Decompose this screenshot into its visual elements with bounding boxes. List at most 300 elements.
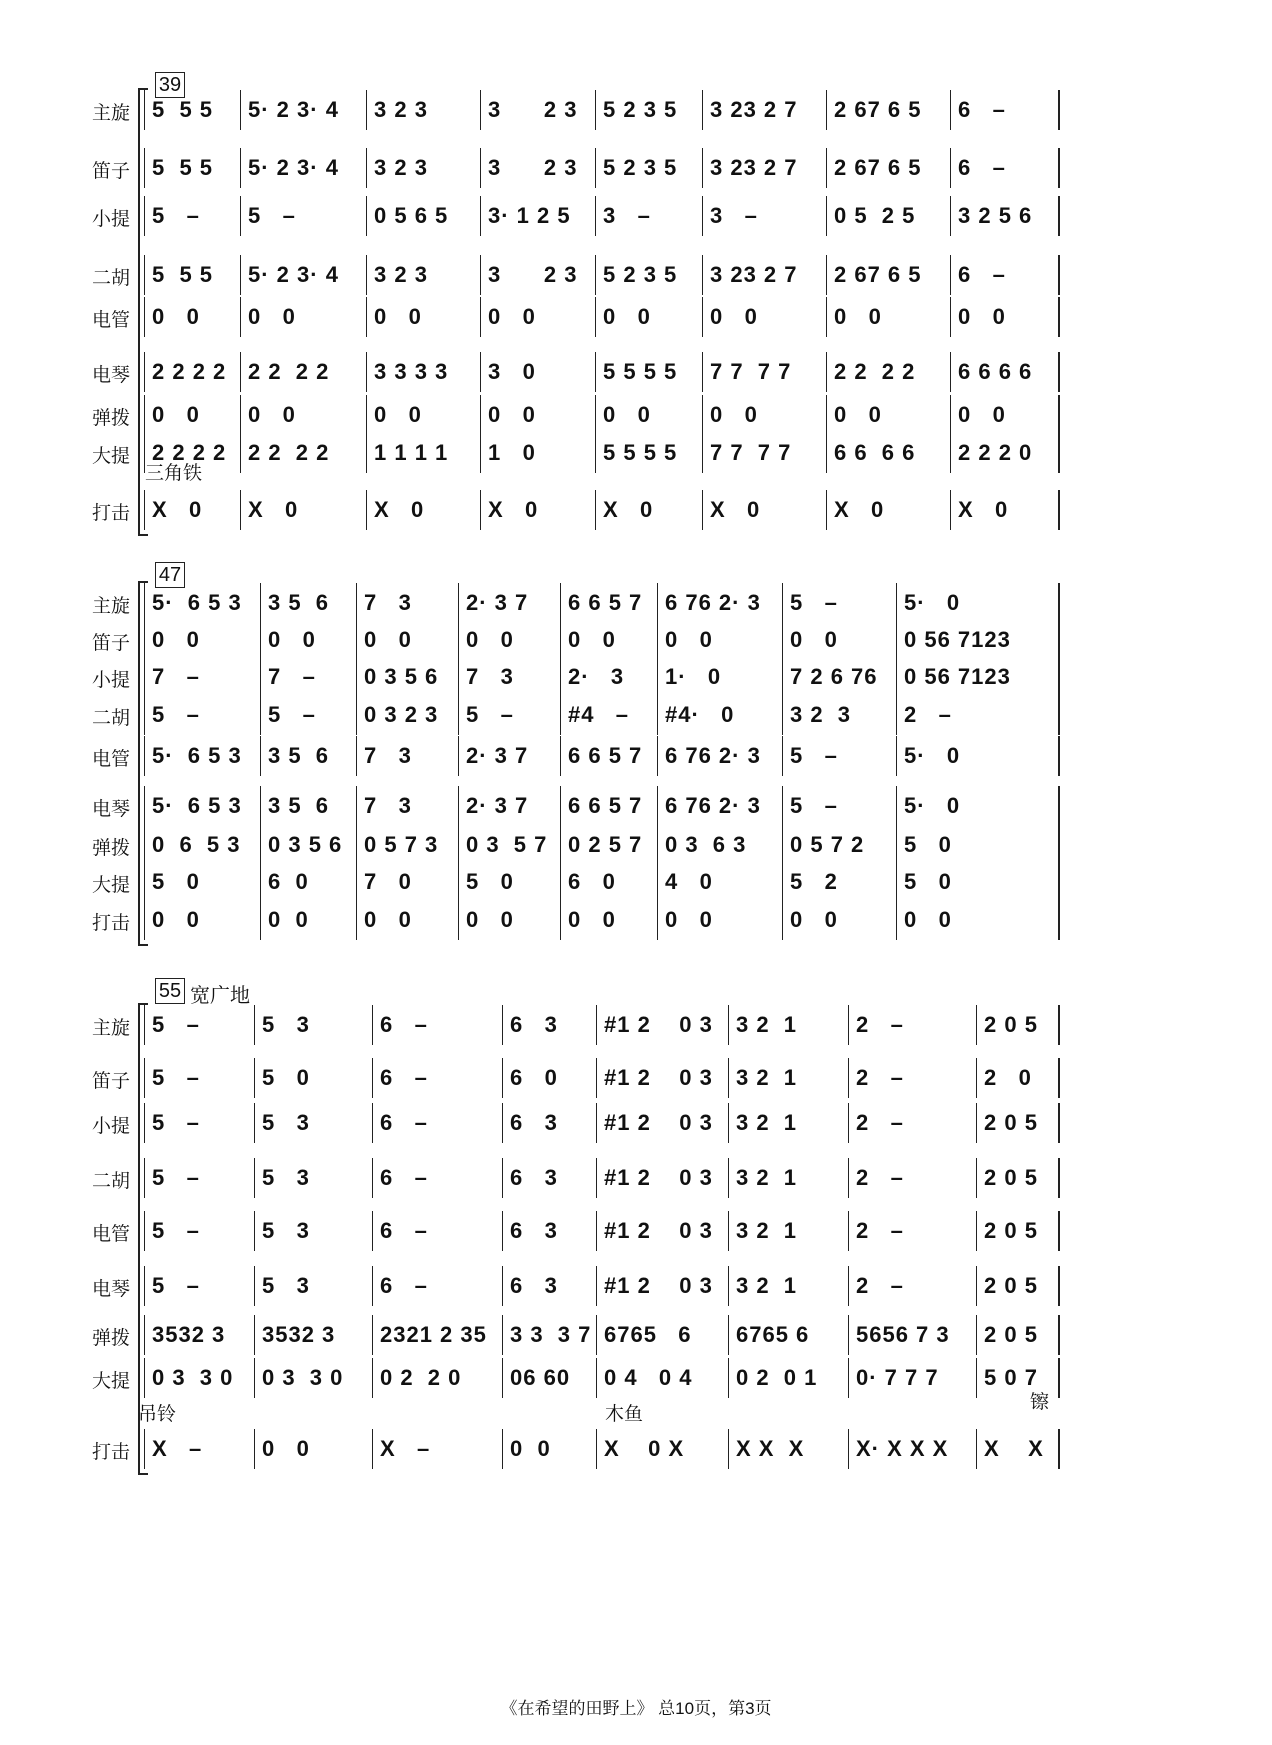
measure: 0 3 5 7 [466,832,548,857]
measure: 6 – [958,262,1006,287]
measure: 2 – [856,1012,904,1037]
measure: 2 – [856,1273,904,1298]
barline [254,1058,255,1098]
barline [848,1211,849,1251]
instrument-name: 二胡 [92,1171,131,1192]
barline [144,1315,145,1355]
barline [458,620,459,660]
barline [144,1158,145,1198]
barline [657,583,658,623]
measure: 0 3 5 6 [364,664,439,689]
barline [480,148,481,188]
measure: #1 2 0 3 [604,1273,713,1298]
instrument-name: 小提 [92,1116,131,1137]
barline [254,1211,255,1251]
measure: 0 0 [510,1436,551,1461]
barline [356,825,357,865]
barline [950,490,951,530]
measure: 5 3 [262,1273,310,1298]
measure: 0 0 [152,627,200,652]
barline [950,297,951,337]
measure: 6 – [958,155,1006,180]
measure: 4 0 [665,869,713,894]
measure: X· X X X [856,1436,949,1461]
measure: 3 2 1 [736,1218,798,1243]
barline [782,825,783,865]
instrument-name: 打击 [92,503,131,524]
barline [1058,1315,1060,1355]
measure: 2 0 5 [984,1322,1038,1347]
barline [356,786,357,826]
rehearsal-number: 47 [155,562,185,588]
page-footer: 《在希望的田野上》 总10页，第3页 [500,1699,772,1718]
measure: 6 3 [510,1110,558,1135]
barline [366,255,367,295]
percussion-instrument-label: 木鱼 [605,1404,644,1425]
barline [458,786,459,826]
barline [144,297,145,337]
barline [657,825,658,865]
measure: 0 0 [268,627,316,652]
measure: 5 2 3 5 [603,97,678,122]
barline [596,1058,597,1098]
barline [976,1358,977,1398]
barline [826,148,827,188]
barline [702,148,703,188]
barline [782,900,783,940]
barline [826,395,827,435]
measure: 0 0 [374,402,422,427]
barline [848,1103,849,1143]
measure: 6 – [380,1218,428,1243]
measure: 2 0 5 [984,1165,1038,1190]
barline [1058,583,1060,623]
staff-6 [0,395,1272,435]
barline [702,255,703,295]
staff-1 [0,148,1272,188]
measure: 1 0 [488,440,536,465]
barline [782,583,783,623]
staff-7 [0,1358,1272,1398]
barline [260,825,261,865]
measure: 0 0 [248,402,296,427]
measure: 5 – [466,702,514,727]
measure: 0 0 [834,304,882,329]
barline [782,657,783,697]
measure: 5· 2 3· 4 [248,262,339,287]
barline [254,1266,255,1306]
measure: 3 2 3 [488,97,578,122]
measure: 5 – [248,203,296,228]
barline [502,1058,503,1098]
staff-4 [0,1211,1272,1251]
measure: 6 – [958,97,1006,122]
barline [254,1005,255,1045]
barline [826,90,827,130]
measure: 0 0 [790,907,838,932]
measure: 5 2 3 5 [603,262,678,287]
measure: 6765 6 [604,1322,692,1347]
barline [595,297,596,337]
barline [782,620,783,660]
barline [657,736,658,776]
barline [950,352,951,392]
barline [896,736,897,776]
barline [702,90,703,130]
barline [480,90,481,130]
barline [372,1315,373,1355]
barline [848,1005,849,1045]
instrument-name: 电管 [92,310,131,331]
measure: 5 3 [262,1110,310,1135]
barline [782,786,783,826]
barline [1058,1058,1060,1098]
barline [657,786,658,826]
measure: X 0 [152,497,203,522]
measure: 3 2 3 [374,155,428,180]
measure: 7 – [152,664,200,689]
barline [728,1315,729,1355]
measure: 2 0 5 [984,1110,1038,1135]
measure: 2 2 2 2 [152,440,227,465]
measure: 6 76 2· 3 [665,590,761,615]
measure: 0 0 [568,627,616,652]
measure: 2 2 2 2 [834,359,916,384]
measure: 6 – [380,1165,428,1190]
measure: 6 – [380,1012,428,1037]
barline [502,1211,503,1251]
measure: 1 1 1 1 [374,440,449,465]
measure: 5 – [152,1065,200,1090]
barline [728,1429,729,1469]
measure: 0 2 2 0 [380,1365,462,1390]
measure: 7 7 7 7 [710,440,792,465]
staff-3 [0,695,1272,735]
measure: 2321 2 35 [380,1322,487,1347]
measure: #4 – [568,702,630,727]
measure: 5· 0 [904,590,961,615]
barline [458,583,459,623]
measure: #1 2 0 3 [604,1218,713,1243]
barline [260,583,261,623]
barline [976,1103,977,1143]
percussion-instrument-label: 三角铁 [145,463,203,484]
measure: 5 0 [262,1065,310,1090]
measure: 5 – [152,203,200,228]
measure: #1 2 0 3 [604,1065,713,1090]
instrument-name: 打击 [92,913,131,934]
barline [240,90,241,130]
instrument-name: 打击 [92,1442,131,1463]
barline [366,148,367,188]
measure: 0 0 [364,907,412,932]
measure: 0 0 [665,907,713,932]
barline [144,1103,145,1143]
measure: 0 5 2 5 [834,203,916,228]
measure: 5· 2 3· 4 [248,97,339,122]
barline [728,1005,729,1045]
staff-3 [0,255,1272,295]
measure: #1 2 0 3 [604,1110,713,1135]
barline [144,825,145,865]
staff-6 [0,825,1272,865]
instrument-name: 主旋 [92,1018,131,1039]
barline [356,620,357,660]
instrument-name: 笛子 [92,633,131,654]
measure: 0 0 [904,907,952,932]
measure: 5 – [790,793,838,818]
measure: 5· 0 [904,793,961,818]
barline [950,255,951,295]
measure: 5 0 [152,869,200,894]
barline [976,1266,977,1306]
barline [356,736,357,776]
measure: 7 0 [364,869,412,894]
barline [240,395,241,435]
measure: 0 0 [152,402,200,427]
barline [144,490,145,530]
barline [826,255,827,295]
barline [144,395,145,435]
measure: 5 – [152,1273,200,1298]
barline [782,862,783,902]
measure: 2 – [904,702,952,727]
measure: 2 67 6 5 [834,97,922,122]
barline [896,695,897,735]
barline [596,1211,597,1251]
measure: 5 5 5 [152,97,214,122]
barline [240,148,241,188]
barline [595,148,596,188]
measure: 7 3 [466,664,514,689]
measure: 0 0 [262,1436,310,1461]
barline [144,657,145,697]
measure: 6 – [380,1110,428,1135]
barline [560,862,561,902]
instrument-name: 二胡 [92,268,131,289]
barline [366,395,367,435]
measure: 6 0 [510,1065,558,1090]
barline [480,297,481,337]
instrument-name: 弹拨 [92,408,131,429]
barline [702,196,703,236]
measure: 0 0 [790,627,838,652]
barline [702,433,703,473]
barline [976,1211,977,1251]
barline [1058,148,1060,188]
instrument-name: 小提 [92,670,131,691]
staff-3 [0,1158,1272,1198]
measure: 2 2 2 2 [248,359,330,384]
barline [595,255,596,295]
barline [458,736,459,776]
measure: 0 3 6 3 [665,832,747,857]
measure: 5 5 5 [152,155,214,180]
barline [976,1429,977,1469]
measure: 6 0 [268,869,309,894]
instrument-name: 大提 [92,1371,131,1392]
barline [254,1315,255,1355]
barline [1058,657,1060,697]
barline [144,1266,145,1306]
barline [240,433,241,473]
barline [240,490,241,530]
barline [372,1158,373,1198]
measure: 2 0 5 [984,1273,1038,1298]
barline [826,433,827,473]
barline [950,90,951,130]
measure: 6 3 [510,1218,558,1243]
instrument-name: 电琴 [92,365,131,386]
staff-7 [0,862,1272,902]
measure: 3 2 5 6 [958,203,1033,228]
instrument-name: 主旋 [92,596,131,617]
barline [848,1315,849,1355]
measure: 0 0 [152,304,200,329]
barline [144,1211,145,1251]
barline [595,490,596,530]
barline [458,825,459,865]
barline [372,1103,373,1143]
measure: 0 0 [466,907,514,932]
instrument-name: 弹拨 [92,838,131,859]
barline [260,657,261,697]
rehearsal-number: 55 [155,978,185,1004]
measure: 5 – [152,702,200,727]
instrument-name: 主旋 [92,103,131,124]
measure: 7 3 [364,590,412,615]
measure: 5 – [152,1110,200,1135]
measure: 0 3 5 6 [268,832,343,857]
measure: X 0 [488,497,539,522]
measure: 0 0 [568,907,616,932]
measure: 2· 3 7 [466,793,529,818]
measure: 5 0 [466,869,514,894]
measure: 3 2 1 [736,1165,798,1190]
barline [728,1358,729,1398]
barline [240,255,241,295]
measure: 3 – [710,203,758,228]
measure: 6 6 5 7 [568,590,643,615]
barline [1058,196,1060,236]
barline [595,395,596,435]
measure: 3532 3 [152,1322,226,1347]
measure: 7 2 6 76 [790,664,878,689]
barline [372,1058,373,1098]
barline [356,862,357,902]
measure: 3 23 2 7 [710,262,798,287]
barline [372,1266,373,1306]
barline [728,1058,729,1098]
barline [260,620,261,660]
barline [458,657,459,697]
measure: 1· 0 [665,664,722,689]
measure: 3 5 6 [268,590,330,615]
instrument-name: 电管 [92,749,131,770]
barline [896,620,897,660]
barline [144,148,145,188]
barline [1058,1358,1060,1398]
staff-0 [0,90,1272,130]
measure: 5· 2 3· 4 [248,155,339,180]
measure: 5 0 [904,832,952,857]
barline [848,1429,849,1469]
barline [896,825,897,865]
barline [356,657,357,697]
measure: 0 5 7 3 [364,832,439,857]
barline [1058,490,1060,530]
measure: 3· 1 2 5 [488,203,571,228]
barline [1058,786,1060,826]
barline [1058,900,1060,940]
measure: 3 5 6 [268,793,330,818]
barline [144,900,145,940]
barline [976,1058,977,1098]
barline [848,1158,849,1198]
barline [596,1358,597,1398]
measure: 5 5 5 [152,262,214,287]
barline [596,1103,597,1143]
barline [260,862,261,902]
barline [458,862,459,902]
measure: 5· 6 5 3 [152,793,242,818]
barline [702,352,703,392]
measure: 2 67 6 5 [834,155,922,180]
measure: 5 2 3 5 [603,155,678,180]
barline [950,148,951,188]
measure: 0 0 [268,907,309,932]
barline [560,900,561,940]
barline [782,736,783,776]
barline [366,433,367,473]
measure: 0 0 [834,402,882,427]
measure: 3 23 2 7 [710,97,798,122]
barline [1058,395,1060,435]
measure: 0 2 5 7 [568,832,643,857]
staff-4 [0,297,1272,337]
barline [848,1266,849,1306]
instrument-name: 电管 [92,1224,131,1245]
barline [356,900,357,940]
measure: 0 56 7123 [904,664,1011,689]
measure: 5 – [268,702,316,727]
barline [480,255,481,295]
staff-0 [0,583,1272,623]
barline [366,352,367,392]
barline [1058,862,1060,902]
instrument-name: 弹拨 [92,1328,131,1349]
staff-5 [0,786,1272,826]
measure: 3 23 2 7 [710,155,798,180]
measure: 5 – [790,743,838,768]
measure: 0 0 [488,402,536,427]
measure: X 0 [958,497,1009,522]
measure: 0 0 [466,627,514,652]
barline [560,786,561,826]
measure: 5 – [790,590,838,615]
measure: 6 76 2· 3 [665,743,761,768]
measure: 6 – [380,1065,428,1090]
measure: 7 7 7 7 [710,359,792,384]
barline [502,1158,503,1198]
measure: 5656 7 3 [856,1322,950,1347]
measure: 5 2 [790,869,838,894]
measure: 2 – [856,1065,904,1090]
measure: 3 2 1 [736,1273,798,1298]
instrument-name: 小提 [92,209,131,230]
measure: 6 6 6 6 [958,359,1033,384]
measure: 7 – [268,664,316,689]
